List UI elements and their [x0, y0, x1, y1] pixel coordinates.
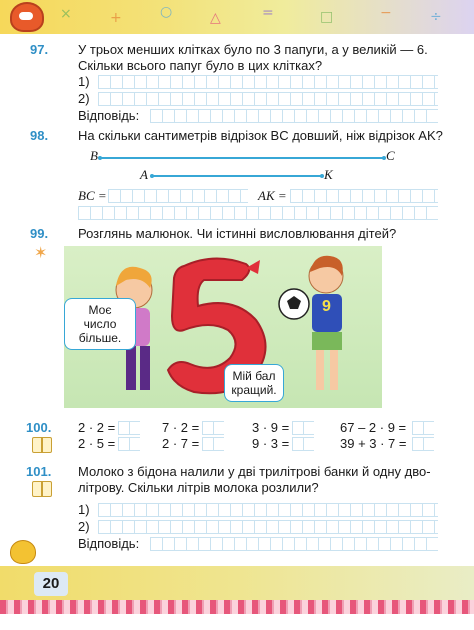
point-B-label: B [90, 148, 98, 163]
expression: 39 + 3 · 7 = [340, 436, 407, 451]
answer-box[interactable] [118, 437, 140, 451]
task-101-text-line1: Молоко з бідона налили у дві трилітрові банки й одну дво- [78, 464, 431, 479]
speech-bubble-boy: Мій бал кращий. [224, 364, 284, 402]
boy-leg-2 [330, 350, 338, 390]
book-icon [32, 437, 52, 453]
decor-symbol: − [380, 5, 392, 21]
point-B-dot [98, 156, 102, 160]
ak-answer-grid[interactable] [290, 189, 438, 203]
point-A-dot [150, 174, 154, 178]
decor-symbol: + [110, 10, 122, 26]
star-icon: ✶ [34, 243, 48, 262]
cat-mascot-icon [10, 2, 44, 32]
task-98-number: 98. [30, 128, 49, 143]
answer-grid[interactable] [150, 537, 438, 551]
segment-BC [100, 157, 384, 159]
bird-mascot-icon [10, 540, 36, 564]
expression: 2 · 2 = [78, 420, 116, 435]
girl-legs [126, 346, 136, 390]
answer-grid[interactable] [150, 109, 438, 123]
decor-symbol: = [262, 5, 274, 21]
decor-symbol: × [60, 6, 72, 22]
decor-symbol: ÷ [430, 9, 442, 25]
answer-grid[interactable] [98, 92, 438, 106]
task-101-number: 101. [26, 464, 52, 479]
answer-grid[interactable] [98, 75, 438, 89]
expression: 7 · 2 = [162, 420, 200, 435]
top-decor-band [0, 0, 474, 34]
answer-grid[interactable] [78, 206, 438, 220]
decor-symbol: ○ [160, 4, 173, 20]
task-99-number: 99. [30, 226, 49, 241]
task-101-item-1: 1) [78, 502, 90, 517]
task-101-answer-label: Відповідь: [78, 536, 140, 551]
answer-box[interactable] [412, 437, 434, 451]
expression: 2 · 5 = [78, 436, 116, 451]
answer-box[interactable] [118, 421, 140, 435]
task-97-text-line2: Скільки всього папуг було в цих клітках? [78, 58, 323, 73]
point-K-label: K [324, 167, 333, 182]
ruler-strip [0, 600, 474, 614]
expression: 2 · 7 = [162, 436, 200, 451]
answer-grid[interactable] [98, 520, 438, 534]
expression: 3 · 9 = [252, 420, 290, 435]
decor-symbol: □ [320, 9, 334, 25]
speech-bubble-girl: Моє число більше. [64, 298, 136, 350]
task-101-item-2: 2) [78, 519, 90, 534]
illustration-children-balloon [64, 246, 382, 408]
expression: 9 · 3 = [252, 436, 290, 451]
task-97-answer-label: Відповідь: [78, 108, 140, 123]
bc-answer-grid[interactable] [108, 189, 248, 203]
bc-equals-label: BC = [78, 188, 107, 203]
task-97-item-2: 2) [78, 91, 90, 106]
book-icon [32, 481, 52, 497]
task-98-text [78, 128, 443, 144]
page-number: 20 [34, 572, 68, 596]
task-98-text-content: На скільки сантиметрів відрізок BC довший, ніж відрізок AK? [78, 128, 443, 143]
task-97-item-1: 1) [78, 74, 90, 89]
answer-box[interactable] [202, 437, 224, 451]
ak-equals-label: AK = [258, 188, 287, 203]
decor-symbol: △ [210, 10, 221, 26]
point-A-label: A [140, 167, 148, 182]
task-99-text: Розглянь малюнок. Чи істинні висловлювання дітей? [78, 226, 397, 241]
boy-leg [316, 350, 324, 390]
girl-leg-2 [140, 346, 150, 390]
answer-grid[interactable] [98, 503, 438, 517]
task-97-number: 97. [30, 42, 49, 57]
answer-box[interactable] [292, 437, 314, 451]
task-97-text-line1: У трьох менших клітках було по 3 папуги, а у великій — 6. [78, 42, 428, 57]
boy-shorts [312, 332, 342, 350]
point-C-label: C [386, 148, 395, 163]
task-101-text-line2: літрову. Скільки літрів молока розлили? [78, 480, 319, 495]
answer-box[interactable] [292, 421, 314, 435]
expression: 67 – 2 · 9 = [340, 420, 407, 435]
answer-box[interactable] [202, 421, 224, 435]
task-100-number: 100. [26, 420, 52, 435]
shirt-number: 9 [322, 298, 331, 315]
segment-AK [152, 175, 322, 177]
answer-box[interactable] [412, 421, 434, 435]
